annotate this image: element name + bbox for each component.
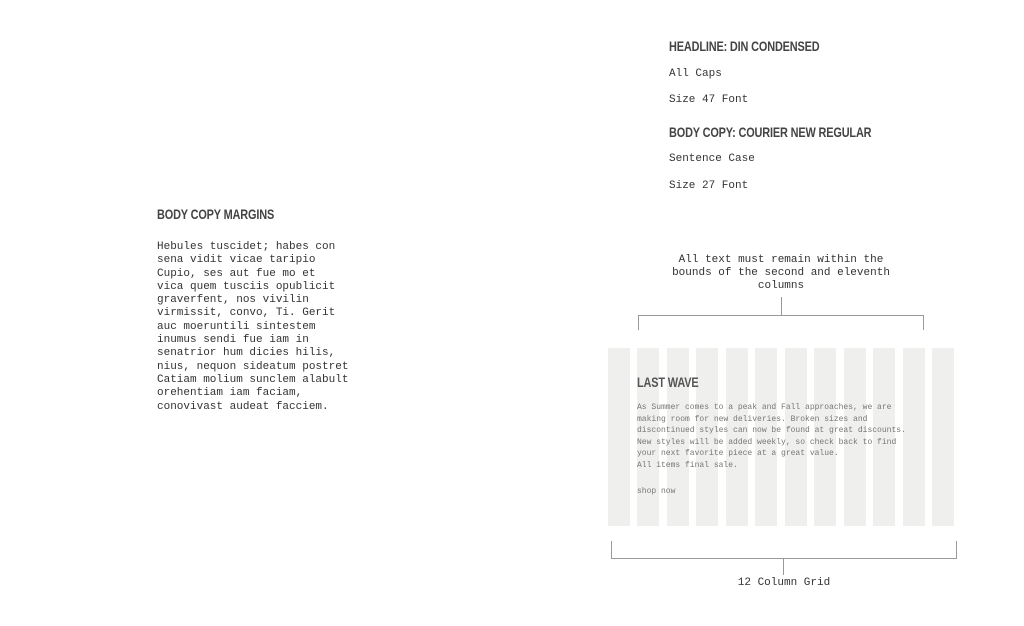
body-copy-size-note: Size 27 Font	[669, 180, 749, 192]
body-copy-spec-heading: BODY COPY: COURIER NEW REGULAR	[669, 124, 872, 140]
body-copy-margins-heading: BODY COPY MARGINS	[157, 206, 275, 222]
grid-caption: 12 Column Grid	[737, 577, 831, 589]
sample-body-copy: As Summer comes to a peak and Fall approaches, we are making room for new deliveries. Broken sizes and discontinued styles can now be found at great discounts. New styles will be added weekly, so check back to find your next favorite piece at a great value. All items final sale.	[637, 403, 906, 470]
grid-bounds-note: All text must remain within the bounds of the second and eleventh columns	[672, 254, 890, 292]
grid-column	[932, 348, 954, 526]
sample-headline: LAST WAVE	[637, 374, 699, 390]
body-copy-margins-sample: Hebules tuscidet; habes con sena vidit vicae taripio Cupio, ses aut fue mo et vica quem tusciis opublicit graverfent, nos vivilin virmissit, convo, Ti. Gerit auc moeruntili sintestem inumus sendi fue iam in senatrior hum dicies hilis, nius, nequon sideatum postret Catiam molium sunclem alabult orehentiam iam faciam, conovivast audeat facciem.	[157, 241, 349, 413]
grid-column	[608, 348, 630, 526]
headline-case-note: All Caps	[669, 68, 722, 80]
headline-size-note: Size 47 Font	[669, 94, 749, 106]
shop-now-link[interactable]: shop now	[637, 487, 676, 496]
bottom-bracket-stem	[783, 559, 784, 575]
body-copy-case-note: Sentence Case	[669, 153, 755, 165]
headline-spec-heading: HEADLINE: DIN CONDENSED	[669, 38, 820, 54]
bottom-bracket	[611, 541, 957, 559]
top-bracket-stem	[781, 297, 782, 315]
top-bracket	[638, 315, 924, 330]
